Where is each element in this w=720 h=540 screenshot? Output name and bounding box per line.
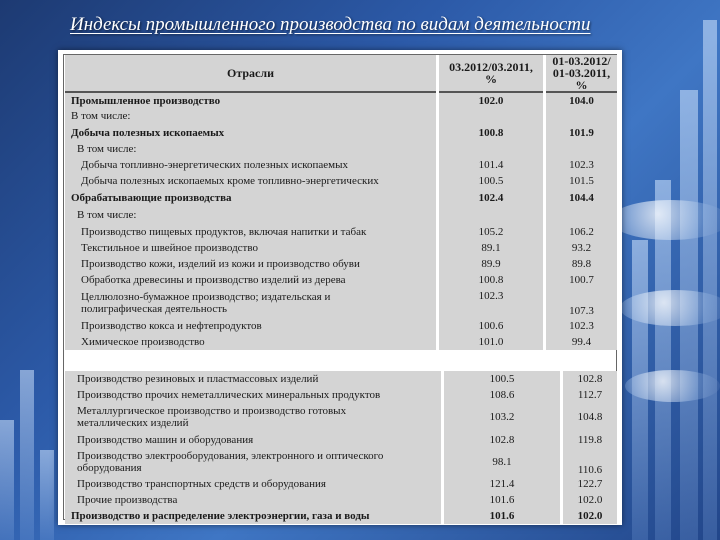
table-row [65, 124, 617, 141]
row-label: Добыча полезных ископаемых [65, 124, 438, 141]
row-label: Производство электрооборудования, электронного и оптического оборудования [65, 448, 443, 476]
row-label: Добыча топливно-энергетических полезных ископаемых [65, 157, 438, 173]
row-label: В том числе: [65, 108, 438, 124]
row-value-quarter: 110.6 [562, 448, 618, 476]
row-value-month: 102.3 [438, 288, 545, 318]
table-row [65, 387, 617, 403]
row-label: Текстильное и швейное производство [65, 240, 438, 256]
table-row [65, 476, 617, 492]
row-label: Производство транспортных средств и оборудования [65, 476, 443, 492]
row-value-quarter: 122.7 [562, 476, 618, 492]
bg-bar [0, 420, 14, 540]
row-value-month: 100.6 [438, 318, 545, 334]
row-value-month: 89.1 [438, 240, 545, 256]
row-value-quarter: 112.7 [562, 387, 618, 403]
table-row [65, 492, 617, 507]
row-value-quarter: 106.2 [545, 223, 618, 240]
row-value-quarter: 101.9 [545, 124, 618, 141]
row-value-quarter: 102.8 [562, 371, 618, 387]
bg-disc [620, 290, 720, 326]
table-row [65, 92, 617, 108]
row-value-quarter: 104.0 [545, 92, 618, 108]
table-row [65, 108, 617, 124]
table-frame [63, 54, 617, 520]
row-value-month: 102.4 [438, 189, 545, 207]
header-col-month: 03.2012/03.2011, % [438, 55, 545, 92]
row-label: Промышленное производство [65, 92, 438, 108]
table-row [65, 507, 617, 524]
row-value-month [438, 108, 545, 124]
row-value-quarter: 102.0 [562, 507, 618, 524]
header-col-quarter: 01-03.2012/ 01-03.2011, % [545, 55, 618, 92]
row-label: Производство кожи, изделий из кожи и производство обуви [65, 256, 438, 272]
table-row [65, 371, 617, 387]
bg-disc [610, 200, 720, 240]
table-row [65, 207, 617, 223]
slide-title: Индексы промышленного производства по видам деятельности [70, 14, 591, 35]
row-label: Целлюлозно-бумажное производство; издательская и полиграфическая деятельность [65, 288, 438, 318]
row-label: Производство пищевых продуктов, включая напитки и табак [65, 223, 438, 240]
header-col-industry: Отрасли [65, 55, 438, 92]
row-label: Химическое производство [65, 334, 438, 350]
row-value-quarter [545, 108, 618, 124]
row-label: Прочие производства [65, 492, 443, 507]
table-row [65, 189, 617, 207]
row-value-month: 101.6 [443, 492, 562, 507]
row-value-month: 102.8 [443, 431, 562, 448]
table-row [65, 431, 617, 448]
bg-disc [625, 370, 720, 402]
table-row [65, 288, 617, 318]
row-value-quarter: 100.7 [545, 272, 618, 288]
row-label: Добыча полезных ископаемых кроме топливно-энергетических [65, 173, 438, 189]
row-value-month [438, 207, 545, 223]
row-label: Производство прочих неметаллических минеральных продуктов [65, 387, 443, 403]
table-row [65, 448, 617, 476]
row-value-month: 100.8 [438, 124, 545, 141]
row-value-month: 101.4 [438, 157, 545, 173]
row-value-quarter: 93.2 [545, 240, 618, 256]
row-value-month: 121.4 [443, 476, 562, 492]
row-value-month: 100.5 [438, 173, 545, 189]
table-row [65, 240, 617, 256]
table-sheet [58, 50, 622, 525]
row-label: В том числе: [65, 141, 438, 157]
row-value-quarter: 89.8 [545, 256, 618, 272]
index-table-top [65, 55, 617, 350]
row-value-quarter: 101.5 [545, 173, 618, 189]
row-value-quarter: 102.3 [545, 157, 618, 173]
index-table-bottom [65, 371, 617, 524]
table-row [65, 318, 617, 334]
table-row [65, 141, 617, 157]
table-header-row [65, 55, 617, 92]
row-value-month: 100.8 [438, 272, 545, 288]
row-value-quarter: 119.8 [562, 431, 618, 448]
table-row [65, 334, 617, 350]
table-row [65, 256, 617, 272]
row-label: Обработка древесины и производство изделий из дерева [65, 272, 438, 288]
row-value-month: 101.6 [443, 507, 562, 524]
row-value-month: 103.2 [443, 403, 562, 431]
bg-bar [703, 20, 717, 540]
table-row [65, 272, 617, 288]
row-label: Металлургическое производство и производство готовых металлических изделий [65, 403, 443, 431]
row-value-month: 98.1 [443, 448, 562, 476]
row-value-month [438, 141, 545, 157]
row-value-quarter: 102.3 [545, 318, 618, 334]
table-row [65, 173, 617, 189]
row-value-quarter: 99.4 [545, 334, 618, 350]
row-value-month: 101.0 [438, 334, 545, 350]
row-value-month: 89.9 [438, 256, 545, 272]
row-value-month: 105.2 [438, 223, 545, 240]
table-row [65, 223, 617, 240]
bg-bar [40, 450, 54, 540]
row-value-quarter: 104.4 [545, 189, 618, 207]
row-value-month: 102.0 [438, 92, 545, 108]
row-value-quarter [545, 207, 618, 223]
row-value-quarter: 107.3 [545, 288, 618, 318]
row-label: Производство машин и оборудования [65, 431, 443, 448]
row-label: Производство кокса и нефтепродуктов [65, 318, 438, 334]
bg-bar [20, 370, 34, 540]
row-value-month: 100.5 [443, 371, 562, 387]
row-value-quarter: 104.8 [562, 403, 618, 431]
row-value-quarter [545, 141, 618, 157]
row-value-quarter: 102.0 [562, 492, 618, 507]
row-label: Производство и распределение электроэнергии, газа и воды [65, 507, 443, 524]
table-row [65, 403, 617, 431]
row-value-month: 108.6 [443, 387, 562, 403]
row-label: Производство резиновых и пластмассовых изделий [65, 371, 443, 387]
row-label: В том числе: [65, 207, 438, 223]
row-label: Обрабатывающие производства [65, 189, 438, 207]
table-row [65, 157, 617, 173]
